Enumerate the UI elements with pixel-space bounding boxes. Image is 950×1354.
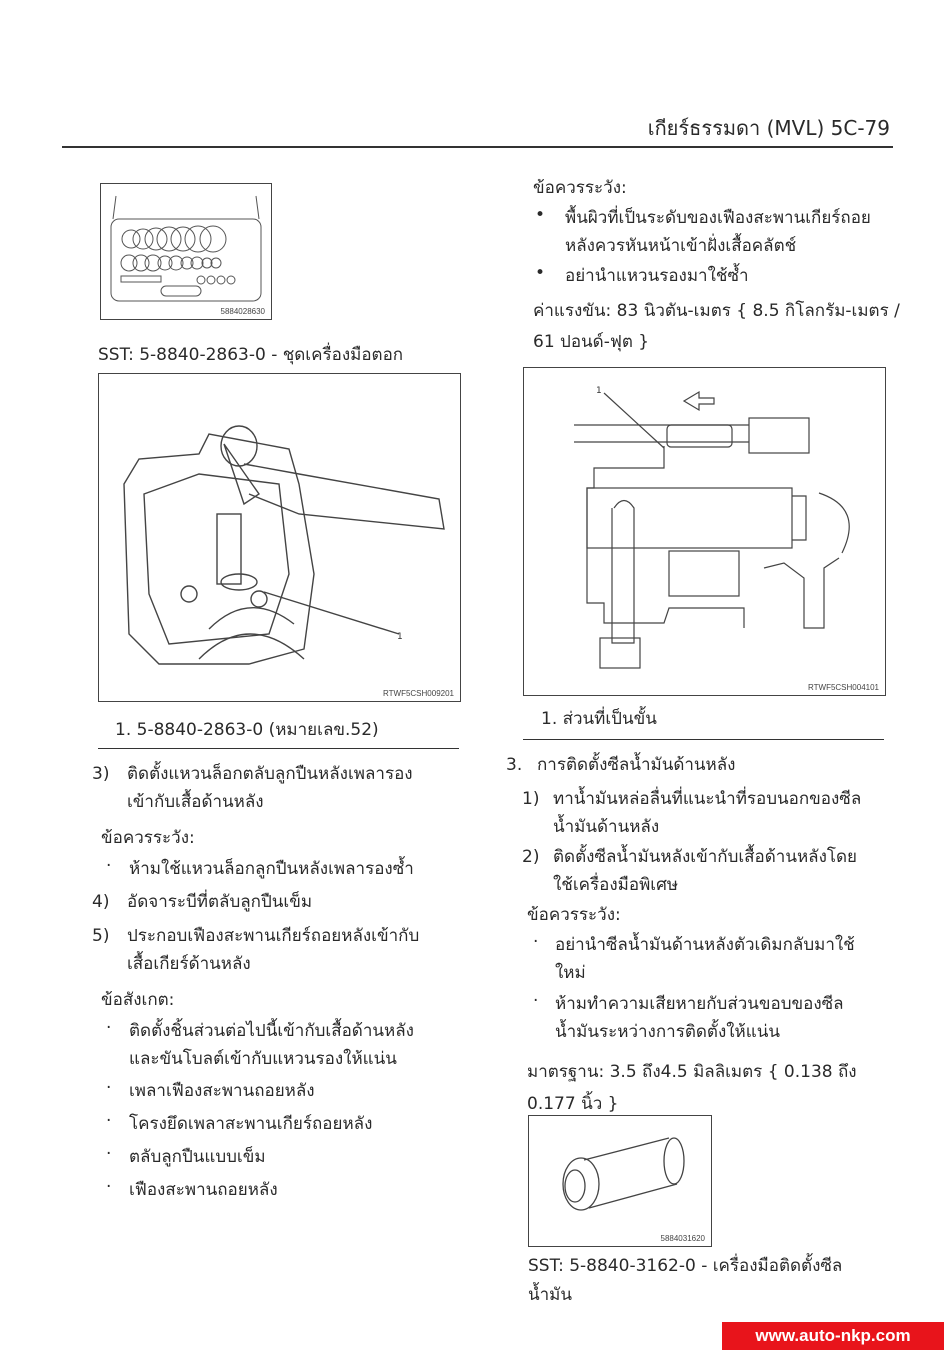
standard-spec: มาตรฐาน: 3.5 ถึง4.5 มิลลิเมตร { 0.138 ถึง [527,1062,857,1082]
figure-id: 5884028630 [220,307,265,316]
figure-id: RTWF5CSH009201 [383,689,454,698]
bullet: · [106,1078,112,1098]
step-number: 2) [522,847,540,867]
note-item: เพลาเฟืองสะพานถอยหลัง [129,1081,315,1101]
section-number: 3. [506,755,523,775]
step-number: 5) [92,926,110,946]
bullet: · [106,1144,112,1164]
bullet: · [106,1018,112,1038]
step-number: 3) [92,764,110,784]
tool-kit-illustration [101,184,271,319]
step-number: 1) [522,789,540,809]
figure-id: RTWF5CSH004101 [808,683,879,692]
caution-item: อย่านำซีลน้ำมันด้านหลังตัวเดิมกลับมาใช้ [555,935,855,955]
caution-item: อย่านำแหวนรองมาใช้ซ้ำ [565,266,749,286]
step-text: ประกอบเฟืองสะพานเกียร์ถอยหลังเข้ากับ [127,926,420,946]
step-part-figure [523,367,886,696]
watermark-link[interactable]: www.auto-nkp.com [722,1322,944,1350]
note-item: เฟืองสะพานถอยหลัง [129,1180,278,1200]
bullet: · [533,932,539,952]
caution-item: หลังควรหันหน้าเข้าฝั่งเสื้อคลัตช์ [565,236,797,256]
bullet: • [535,263,546,283]
step-text: เข้ากับเสื้อด้านหลัง [127,792,264,812]
caution-item: ใหม่ [555,963,586,983]
header-rule [62,146,893,148]
bullet: • [535,205,546,225]
hammer-install-illustration [99,374,460,701]
callout-number: 1 [397,632,403,642]
caution-item: ห้ามทำความเสียหายกับส่วนขอบของซีล [555,994,844,1014]
step-text: ติดตั้งซีลน้ำมันหลังเข้ากับเสื้อด้านหลังโดย [553,847,858,867]
caution-item: ห้ามใช้แหวนล็อกลูกปืนหลังเพลารองซ้ำ [129,859,414,879]
figure-id: 5884031620 [660,1234,705,1243]
seal-installer-illustration [529,1116,711,1246]
step-text: ติดตั้งแหวนล็อกตลับลูกปืนหลังเพลารอง [127,764,413,784]
tool-kit-figure [100,183,272,320]
caution-title: ข้อควรระวัง: [527,905,621,925]
legend-rule [98,748,459,749]
callout-number: 1 [596,386,602,396]
step-text: อัดจาระบีที่ตลับลูกปืนเข็ม [127,892,313,912]
bullet: · [106,1177,112,1197]
note-title: ข้อสังเกต: [101,990,175,1010]
figure-legend: 1. ส่วนที่เป็นขั้น [541,709,657,729]
torque-spec: 61 ปอนด์-ฟุต } [533,332,650,352]
step-text: ใช้เครื่องมือพิเศษ [553,875,679,895]
step-number: 4) [92,892,110,912]
figure-legend: 1. 5-8840-2863-0 (หมายเลข.52) [115,720,379,740]
note-item: ติดตั้งชิ้นส่วนต่อไปนี้เข้ากับเสื้อด้านหลัง [129,1021,414,1041]
step-text: น้ำมันด้านหลัง [553,817,660,837]
step-text: เสื้อเกียร์ด้านหลัง [127,954,251,974]
bullet: · [106,856,112,876]
caution-item: พื้นผิวที่เป็นระดับของเฟืองสะพานเกียร์ถอย [565,208,871,228]
bullet: · [106,1111,112,1131]
note-item: โครงยึดเพลาสะพานเกียร์ถอยหลัง [129,1114,373,1134]
caution-title: ข้อควรระวัง: [101,828,195,848]
page-header-title: เกียร์ธรรมดา (MVL) 5C-79 [647,116,890,140]
figure-caption: SST: 5-8840-3162-0 - เครื่องมือติดตั้งซีล [528,1256,843,1276]
note-item: และขันโบลต์เข้ากับแหวนรองให้แน่น [129,1049,397,1069]
legend-rule [523,739,884,740]
step-text: ทาน้ำมันหล่อลื่นที่แนะนำที่รอบนอกของซีล [553,789,862,809]
note-item: ตลับลูกปืนแบบเข็ม [129,1147,266,1167]
standard-spec: 0.177 นิ้ว } [527,1094,619,1114]
section-title: การติดตั้งซีลน้ำมันด้านหลัง [537,755,736,775]
caution-item: น้ำมันระหว่างการติดตั้งให้แน่น [555,1022,780,1042]
hammer-install-figure [98,373,461,702]
figure-caption: SST: 5-8840-2863-0 - ชุดเครื่องมือตอก [98,345,404,365]
bullet: · [533,991,539,1011]
caution-title: ข้อควรระวัง: [533,178,627,198]
torque-spec: ค่าแรงขัน: 83 นิวตัน-เมตร { 8.5 กิโลกรัม-เมตร / [533,301,900,321]
step-part-illustration [524,368,885,695]
figure-caption: น้ำมัน [528,1285,572,1305]
seal-installer-figure [528,1115,712,1247]
